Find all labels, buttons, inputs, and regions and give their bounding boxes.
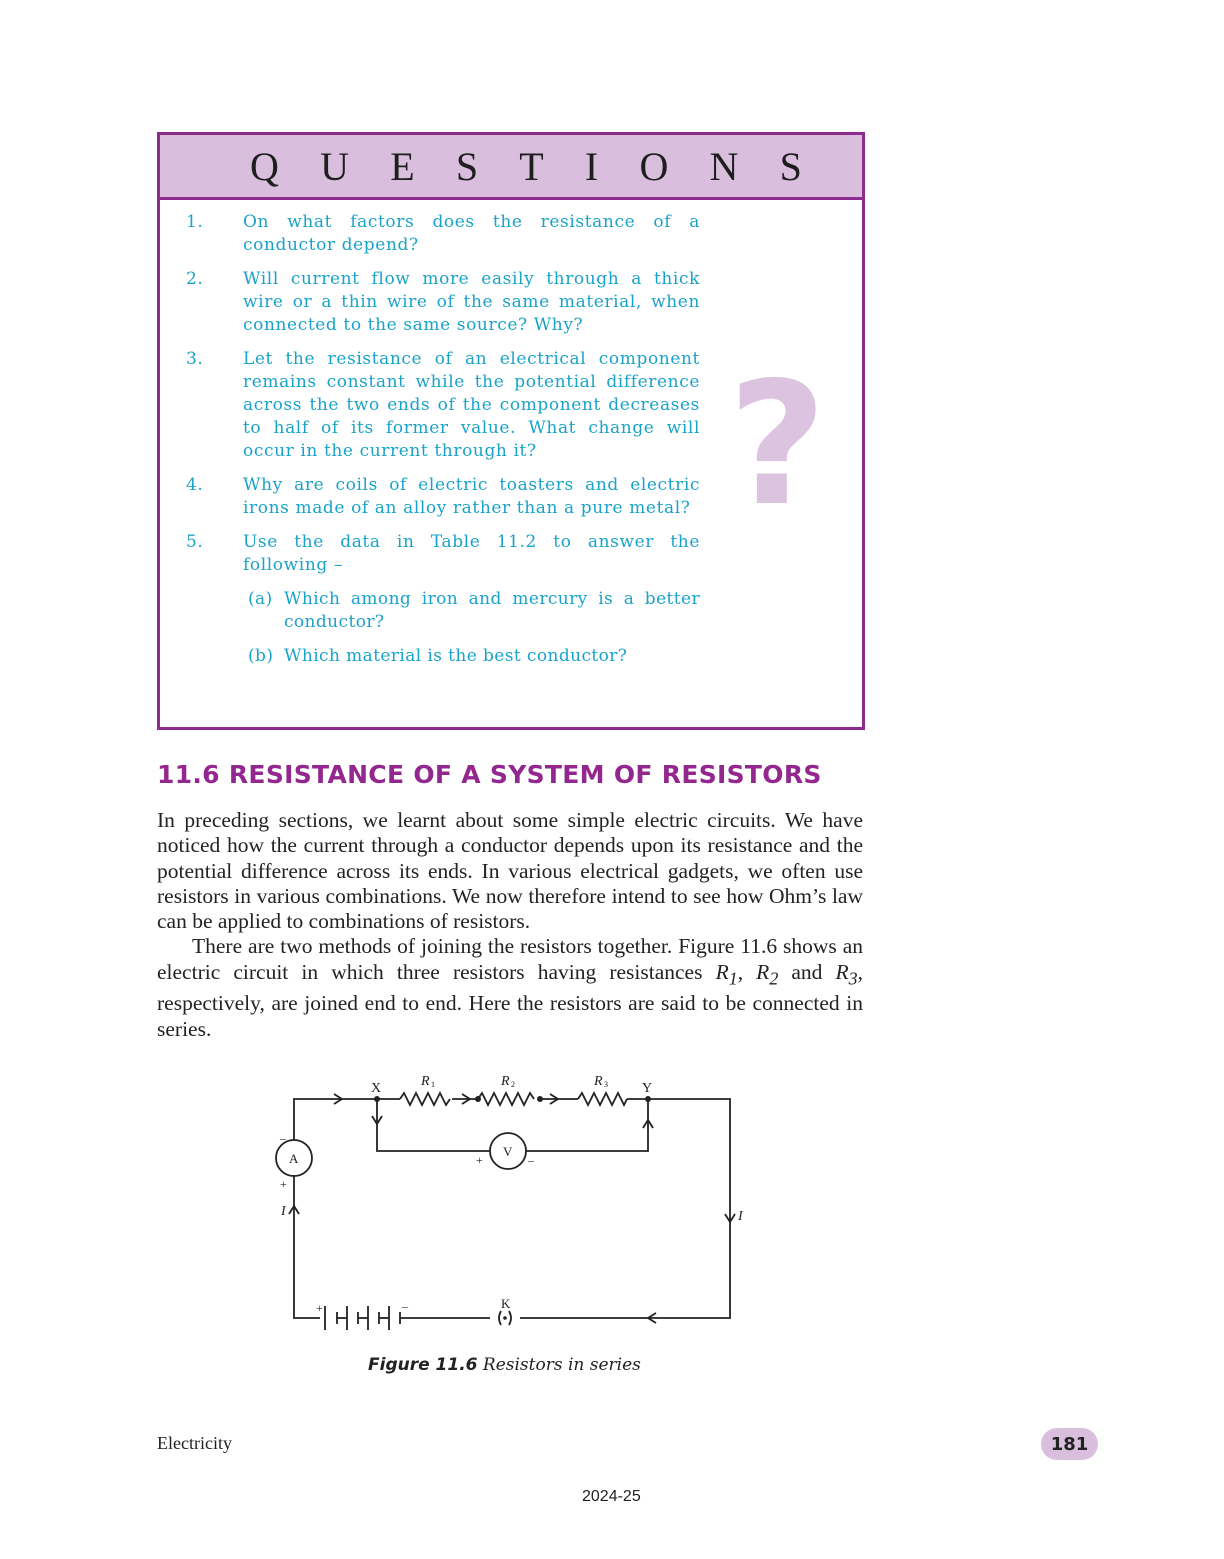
ammeter-plus: + [280, 1177, 287, 1191]
battery-minus: – [402, 1299, 408, 1313]
current-label-right: I [738, 1209, 743, 1224]
series-circuit-diagram [270, 1060, 750, 1340]
key-icon [499, 1311, 511, 1325]
question-list [160, 211, 700, 679]
text-run: and [778, 959, 836, 984]
battery-plus: + [316, 1301, 323, 1315]
text-run: , [737, 959, 757, 984]
subscript: 2 [769, 968, 779, 989]
title-letter: O [639, 143, 669, 189]
wires [294, 1099, 730, 1318]
question-item [160, 474, 700, 520]
title-letter: Q [250, 143, 279, 189]
question-mark-icon: ? [728, 346, 827, 544]
label-r3-sub: 3 [604, 1080, 608, 1089]
current-label-left: I [281, 1204, 286, 1219]
question-number: 2. [186, 269, 204, 289]
caption-text: Resistors in series [482, 1355, 641, 1375]
page-number: 181 [1041, 1428, 1098, 1460]
voltmeter-label: V [503, 1144, 513, 1159]
ammeter-minus: – [280, 1131, 286, 1145]
symbol: R [835, 959, 849, 984]
question-text: On what factors does the resistance of a conductor depend? [243, 212, 700, 255]
label-r3: R [594, 1074, 603, 1089]
symbol: R [756, 959, 770, 984]
section-body [157, 808, 863, 1042]
questions-header [160, 135, 862, 200]
title-letter: E [390, 143, 415, 189]
question-text: Let the resistance of an electrical component remains constant while the potential difference across the two ends of the component decreases to half of its former value. What change will occur in the current through it? [243, 349, 700, 461]
label-x: X [371, 1081, 382, 1096]
title-letter: S [455, 143, 479, 189]
resistor-r3 [578, 1093, 627, 1105]
question-text: Use the data in Table 11.2 to answer the following – [243, 532, 700, 575]
question-item [160, 268, 700, 337]
sub-question-number: (b) [248, 646, 274, 666]
subscript: 1 [728, 968, 738, 989]
text-run: , respectively, are joined end to end. Here the resistors are said to be connected in series. [157, 959, 863, 1041]
subscript: 3 [848, 968, 858, 989]
title-letter: U [320, 143, 349, 189]
edition-year: 2024-25 [582, 1488, 641, 1505]
arrow-icons [289, 1094, 735, 1323]
figure-caption [368, 1355, 641, 1375]
sub-question-number: (a) [248, 589, 273, 609]
resistor-r2 [478, 1093, 534, 1105]
title-letter: S [779, 143, 802, 189]
paragraph: In preceding sections, we learnt about some simple electric circuits. We have noticed how the current through a conductor depends upon its resistance and the potential difference across its ends. In various electrical gadgets, we often use resistors in various combinations. We now therefore intend to see how Ohm’s law can be applied to combinations of resistors. [157, 808, 863, 934]
battery-icon [325, 1306, 400, 1330]
sub-question-text: Which material is the best conductor? [284, 646, 628, 666]
question-item [160, 211, 700, 257]
title-letter: T [519, 143, 544, 189]
resistor-r1 [400, 1093, 450, 1105]
sub-question-item [160, 645, 700, 668]
question-number: 5. [186, 532, 204, 552]
text-run: There are two methods of joining the resistors together. Figure 11.6 shows an electric circuit in which three resistors having resistances [157, 934, 863, 984]
question-text: Will current flow more easily through a thick wire or a thin wire of the same material, when connected to the same source? Why? [243, 269, 700, 335]
ammeter-label: A [289, 1151, 299, 1166]
key-label: K [501, 1296, 511, 1311]
label-y: Y [642, 1081, 653, 1096]
question-item [160, 531, 700, 577]
sub-question-item [160, 588, 700, 634]
caption-label: Figure 11.6 [368, 1355, 478, 1375]
label-r1-sub: 1 [431, 1080, 435, 1089]
voltmeter-plus: + [476, 1153, 483, 1167]
label-r1: R [421, 1074, 430, 1089]
section-heading: 11.6 RESISTANCE OF A SYSTEM OF RESISTORS [157, 760, 822, 789]
title-letter: I [584, 143, 599, 189]
label-r2-sub: 2 [511, 1080, 515, 1089]
symbol: R [715, 959, 729, 984]
label-r2: R [501, 1074, 510, 1089]
chapter-name: Electricity [157, 1433, 232, 1453]
question-number: 3. [186, 349, 204, 369]
question-item [160, 348, 700, 463]
paragraph [157, 934, 863, 1041]
title-letter: N [709, 143, 739, 189]
voltmeter-minus: – [528, 1153, 534, 1167]
question-number: 1. [186, 212, 204, 232]
question-text: Why are coils of electric toasters and electric irons made of an alloy rather than a pure metal? [243, 475, 700, 518]
question-number: 4. [186, 475, 204, 495]
sub-question-text: Which among iron and mercury is a better conductor? [284, 589, 700, 632]
